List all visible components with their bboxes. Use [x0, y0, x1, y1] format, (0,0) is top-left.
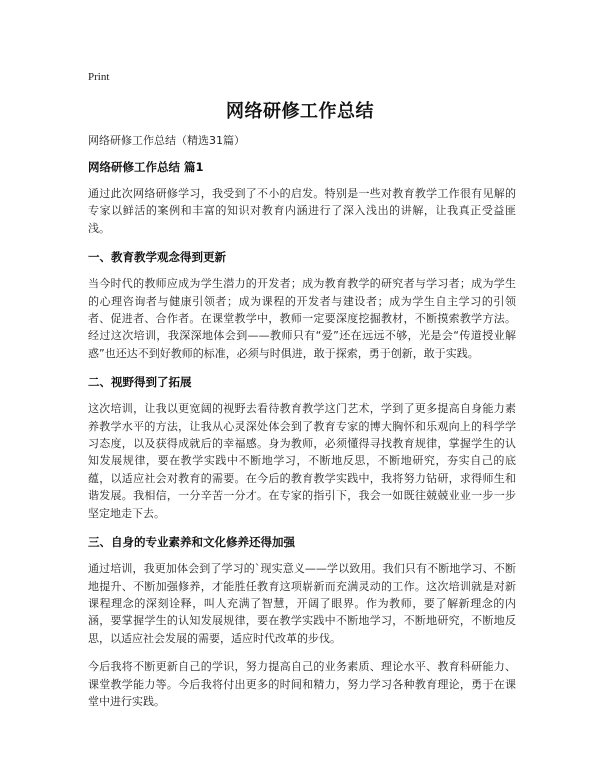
section-1-heading: 一、教育教学观念得到更新	[88, 250, 226, 265]
section-2-heading: 二、视野得到了拓展	[88, 375, 192, 390]
section-3-paragraph-1: 通过培训，我更加体会到了学习的`现实意义——学以致用。我们只有不断地学习、不断地提升、不断加强修养，才能胜任教育这项崭新而充满灵动的工作。这次培训就是对新课程理念的深刻诠释，叫人充满了智慧，开阔了眼界。作为教师，要了解新理念的内涵，要掌握学生的认知发展规律，要在教学实践中不断地学习，不断地研究，不断地反思，以适应社会发展的需要，适应时代改革的步伐。	[88, 562, 516, 645]
intro-paragraph: 通过此次网络研修学习，我受到了不小的启发。特别是一些对教育教学工作很有见解的专家以鲜活的案例和丰富的知识对教育内涵进行了深入浅出的讲解，让我真正受益匪浅。	[88, 187, 516, 235]
document-body	[88, 132, 516, 721]
section-1-paragraph: 当今时代的教师应成为学生潜力的开发者；成为教育教学的研究者与学习者；成为学生的心理咨询者与健康引领者；成为课程的开发者与建设者；成为学生自主学习的引领者、促进者、合作者。在课堂教学中，教师一定要深度挖掘教材，不断摸索教学方法。经过这次培训，我深深地体会到——教师只有“爱”还在远远不够，光是会“传道授业解惑”也还达不到好教师的标准，必须与时俱进，敢于探索，勇于创新，敢于实践。	[88, 277, 516, 360]
print-label: Print	[88, 71, 110, 83]
document-title: 网络研修工作总结	[226, 101, 374, 122]
section-3-paragraph-2: 今后我将不断更新自己的学识，努力提高自己的业务素质、理论水平、教育科研能力、课堂教学能力等。今后我将付出更多的时间和精力，努力学习各种教育理论，勇于在课堂中进行实践。	[88, 660, 516, 708]
section-2-paragraph: 这次培训，让我以更宽阔的视野去看待教育教学这门艺术，学到了更多提高自身能力素养教学水平的方法，让我从心灵深处体会到了教育专家的博大胸怀和乐观向上的科学学习态度，以及获得成就后的幸福感。身为教师，必须懂得寻找教育规律，掌握学生的认知发展规律，要在教学实践中不断地学习，不断地反思，不断地研究，夯实自己的底蕴，以适应社会对教育的需要。在今后的教育教学实践中，我将努力钻研，求得师生和谐发展。我相信，一分辛苦一分才。在专家的指引下，我会一如既往兢兢业业一步一步坚定地走下去。	[88, 402, 516, 520]
section-3-heading: 三、自身的专业素养和文化修养还得加强	[88, 535, 295, 550]
part-heading: 网络研修工作总结 篇1	[88, 160, 204, 174]
document-subtitle: 网络研修工作总结（精选31篇）	[88, 134, 245, 147]
